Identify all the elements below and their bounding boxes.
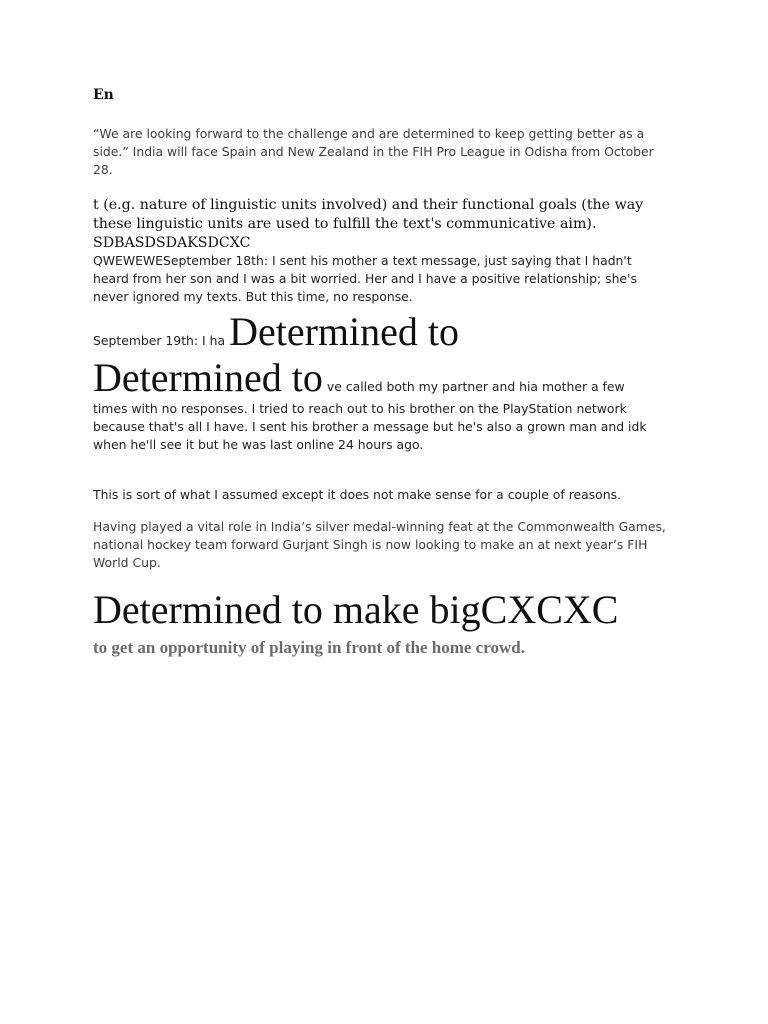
document-heading: En [93,87,114,103]
quote-paragraph: “We are looking forward to the challenge and are determined to keep getting better as a side.” India will face Spain and New Zealand in the FIH Pro League in Odisha from October 28. [93,126,654,177]
assumed-paragraph: This is sort of what I assumed except it does not make sense for a couple of reasons. [93,487,622,502]
sept19-rest-paragraph: times with no responses. I tried to reach out to his brother on the PlayStation network because that's all I have. I sent his brother a message but he's also a grown man and idk when he'll see it but he was last online 24 hours ago. [93,401,647,452]
linguistic-text: t (e.g. nature of linguistic units involved) and their functional goals (the way these linguistic units are used to fulfill the text's communicative aim). [93,197,644,232]
sept19-continuation: ve called both my partner and hia mother a few [326,379,625,394]
determined-heading-1: Determined to [229,309,459,354]
determined-heading-2: Determined to [93,355,323,400]
big-heading: Determined to make bigCXCXC [93,587,619,632]
crowd-line: to get an opportunity of playing in front of the home crowd. [93,638,525,657]
sept18-paragraph: QWEWEWESeptember 18th: I sent his mother a text message, just saying that I hadn't heard from her son and I was a bit worried. Her and I have a positive relationship; she's never ignored my texts. But this time, no response. [93,253,637,304]
sept19-prefix: September 19th: I ha [93,333,226,348]
sept19-line-1 [93,310,459,354]
linguistic-suffix: SDBASDSDAKSDCXC [93,235,251,251]
linguistic-paragraph [93,196,673,253]
sept19-line-2 [93,356,625,400]
gurjant-paragraph: Having played a vital role in India’s silver medal-winning feat at the Commonwealth Games, national hockey team forward Gurjant Singh is now looking to make an at next year’s FIH World Cup. [93,519,666,570]
